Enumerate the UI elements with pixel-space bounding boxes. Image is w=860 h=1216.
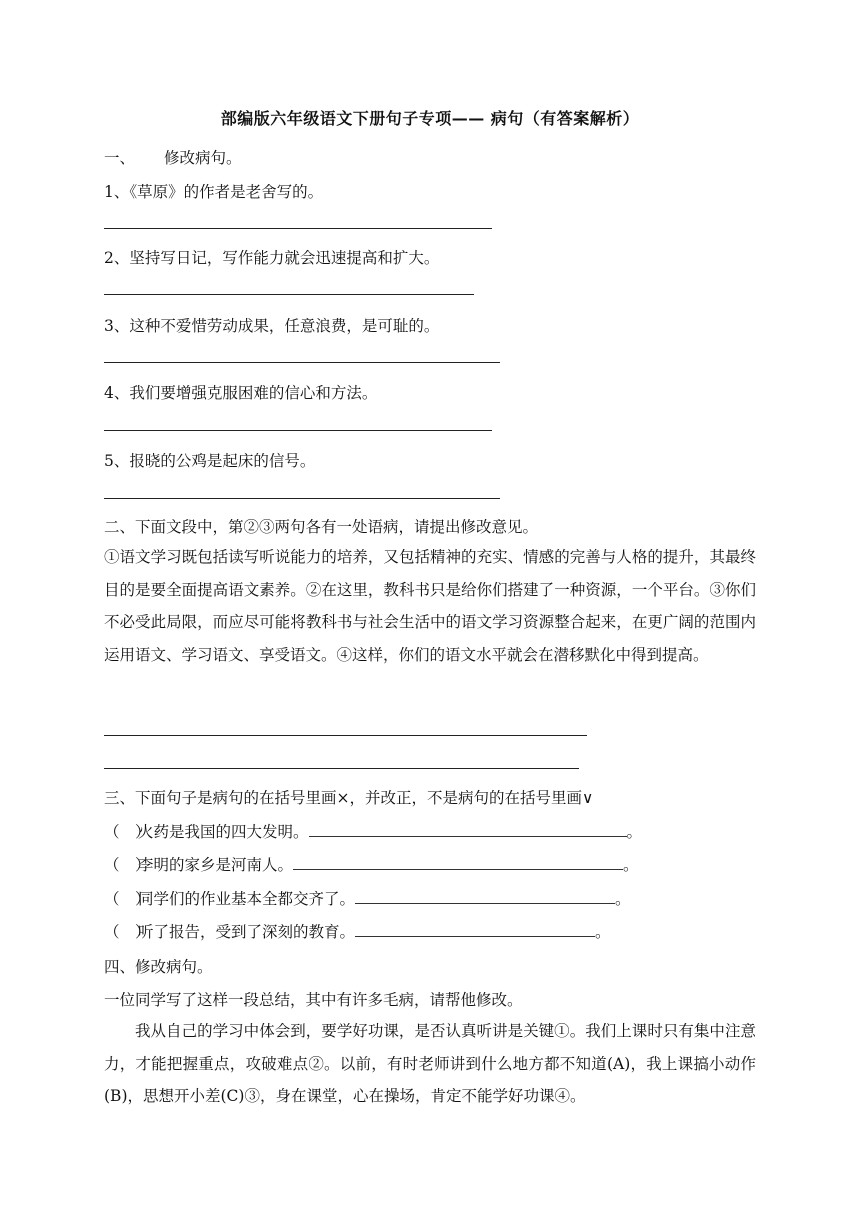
- section1-title: 修改病句。: [164, 149, 242, 167]
- answer-line[interactable]: [104, 498, 500, 499]
- question-1-1: 1、《草原》的作者是老舍写的。: [104, 183, 324, 201]
- answer-line[interactable]: [104, 430, 492, 431]
- answer-blank[interactable]: [293, 855, 623, 870]
- answer-blank[interactable]: [355, 922, 595, 937]
- judge-sentence: 同学们的作业基本全都交齐了。: [138, 890, 356, 908]
- answer-line[interactable]: [104, 362, 500, 363]
- question-1-3: 3、这种不爱惜劳动成果，任意浪费，是可耻的。: [104, 317, 440, 335]
- section2-heading: 二、下面文段中，第②③两句各有一处语病，请提出修改意见。: [104, 518, 539, 536]
- judge-paren[interactable]: （ ）: [104, 823, 151, 841]
- question-1-2: 2、坚持写日记，写作能力就会迅速提高和扩大。: [104, 249, 440, 267]
- judge-period: 。: [615, 890, 631, 908]
- judge-item: [104, 887, 631, 909]
- section2-passage: ①语文学习既包括读写听说能力的培养，又包括精神的充实、情感的完善与人格的提升，其最终目的是要全面提高语文素养。②在这里，教科书只是给你们搭建了一种资源，一个平台。③你们不必受此局限，而应尽可能将教科书与社会生活中的语文学习资源整合起来，在更广阔的范围内运用语文、学习语文、享受语文。④这样，你们的语文水平就会在潜移默化中得到提高。: [104, 548, 756, 664]
- judge-sentence: 听了报告，受到了深刻的教育。: [138, 923, 356, 941]
- judge-item: [104, 920, 611, 942]
- section4-heading: 四、修改病句。: [104, 958, 213, 976]
- judge-item: [104, 820, 642, 842]
- section3-heading: 三、下面句子是病句的在括号里画×，并改正，不是病句的在括号里画∨: [104, 789, 594, 807]
- answer-blank[interactable]: [355, 889, 615, 904]
- question-1-5: 5、报晓的公鸡是起床的信号。: [104, 452, 316, 470]
- question-1-4: 4、我们要增强克服困难的信心和方法。: [104, 384, 378, 402]
- section1-number: 一、: [104, 149, 136, 167]
- answer-line[interactable]: [104, 228, 492, 229]
- judge-period: 。: [626, 823, 643, 841]
- judge-period: 。: [595, 923, 611, 941]
- judge-paren[interactable]: （ ）: [104, 890, 151, 908]
- answer-line[interactable]: [104, 735, 587, 736]
- section4-intro: 一位同学写了这样一段总结，其中有许多毛病，请帮他修改。: [104, 991, 523, 1009]
- answer-line[interactable]: [104, 768, 579, 769]
- judge-paren[interactable]: （ ）: [104, 856, 151, 874]
- judge-sentence: 李明的家乡是河南人。: [138, 856, 294, 874]
- judge-paren[interactable]: （ ）: [104, 923, 151, 941]
- answer-blank[interactable]: [309, 822, 627, 837]
- answer-line[interactable]: [104, 294, 474, 295]
- section4-passage: 我从自己的学习中体会到，要学好功课，是否认真听讲是关键①。我们上课时只有集中注意力，才能把握重点，攻破难点②。以前，有时老师讲到什么地方都不知道(A)，我上课搞小动作(B)，思想开小差(C)③，身在课堂，心在操场，肯定不能学好功课④。: [104, 1022, 756, 1106]
- section1-heading: [104, 146, 242, 168]
- judge-sentence: 火药是我国的四大发明。: [138, 823, 309, 841]
- document-title: 部编版六年级语文下册句子专项—— 病句（有答案解析）: [220, 109, 640, 128]
- judge-item: [104, 853, 639, 875]
- judge-period: 。: [623, 856, 639, 874]
